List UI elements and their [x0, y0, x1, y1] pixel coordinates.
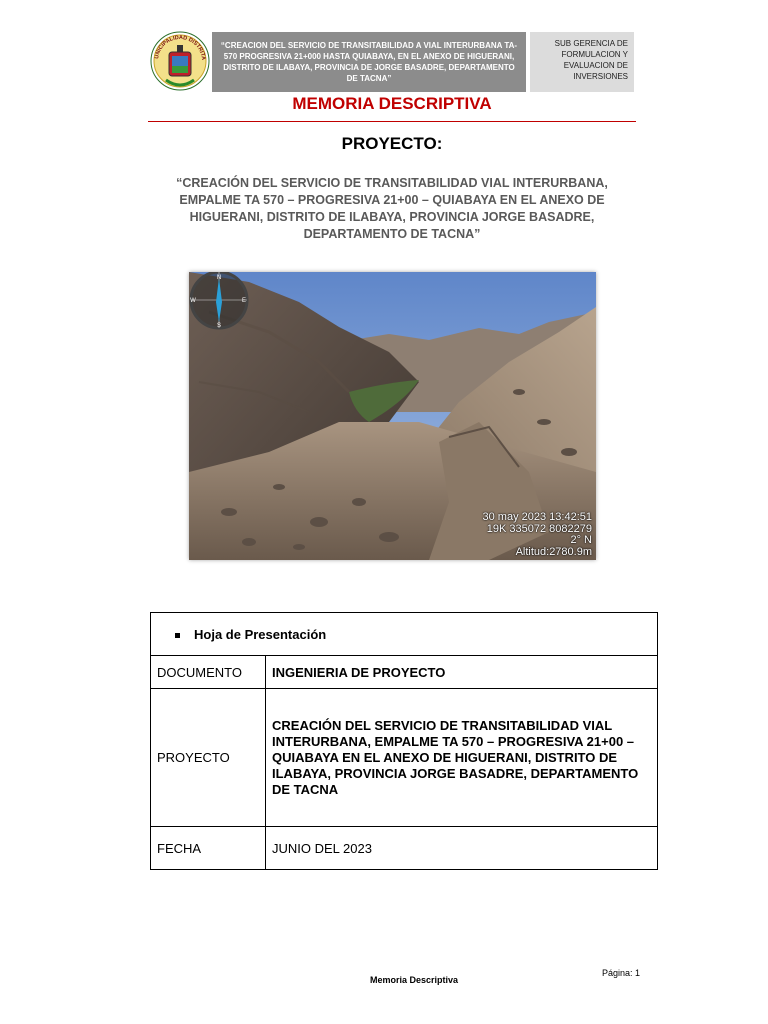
header-department: SUB GERENCIA DE FORMULACION Y EVALUACION DE INVERSIONES [530, 32, 634, 92]
project-heading: PROYECTO: [341, 134, 443, 153]
title-divider [148, 121, 636, 122]
row-value: JUNIO DEL 2023 [266, 827, 658, 870]
page-number: Página: 1 [601, 968, 640, 978]
stamp-coords: 19K 335072 8082279 [486, 522, 592, 535]
photo-gps-stamp [483, 512, 592, 558]
footer-title: Memoria Descriptiva [369, 975, 459, 985]
bullet-icon [175, 633, 180, 638]
compass-s-label: S [216, 323, 222, 329]
stamp-altitude: Altitud:2780.9m [515, 545, 592, 558]
municipality-seal-logo [150, 30, 210, 92]
compass-n-label: N [216, 275, 222, 281]
table-row [151, 656, 658, 689]
header-project-banner: “CREACION DEL SERVICIO DE TRANSITABILIDAD A VIAL INTERURBANA TA-570 PROGRESIVA 21+000 HASTA QUIABAYA, EN EL ANEXO DE HIGUERANI, DISTRITO DE ILABAYA, PROVINCIA DE JORGE BASADRE, DEPARTAMENTO DE TACNA” [212, 32, 526, 92]
compass-icon [190, 272, 247, 329]
row-value: INGENIERIA DE PROYECTO [266, 656, 658, 689]
compass-w-label: W [190, 298, 196, 304]
document-title: MEMORIA DESCRIPTIVA [292, 94, 492, 113]
table-row [151, 827, 658, 870]
logo-text: UNICIPALIDAD DISTRITA [154, 34, 207, 61]
site-photo [189, 272, 596, 560]
row-label: PROYECTO [151, 689, 266, 827]
row-label: DOCUMENTO [151, 656, 266, 689]
project-name: “CREACIÓN DEL SERVICIO DE TRANSITABILIDAD VIAL INTERURBANA, EMPALME TA 570 – PROGRESIVA 21+00 – QUIABAYA EN EL ANEXO DE HIGUERANI, DISTRITO DE ILABAYA, PROVINCIA JORGE BASADRE, DEPARTAMENTO DE TACNA” [176, 176, 608, 241]
presentation-table [150, 612, 658, 870]
row-label: FECHA [151, 827, 266, 870]
table-section-header [151, 613, 658, 656]
table-row [151, 689, 658, 827]
row-value: CREACIÓN DEL SERVICIO DE TRANSITABILIDAD VIAL INTERURBANA, EMPALME TA 570 – PROGRESIVA 21+00 – QUIABAYA EN EL ANEXO DE HIGUERANI, DISTRITO DE ILABAYA, PROVINCIA JORGE BASADRE, DEPARTAMENTO DE TACNA [266, 689, 658, 827]
stamp-heading: 2° N [570, 534, 592, 546]
compass-e-label: E [241, 298, 247, 304]
section-title: Hoja de Presentación [194, 626, 327, 642]
stamp-datetime: 30 may 2023 13:42:51 [482, 511, 592, 523]
